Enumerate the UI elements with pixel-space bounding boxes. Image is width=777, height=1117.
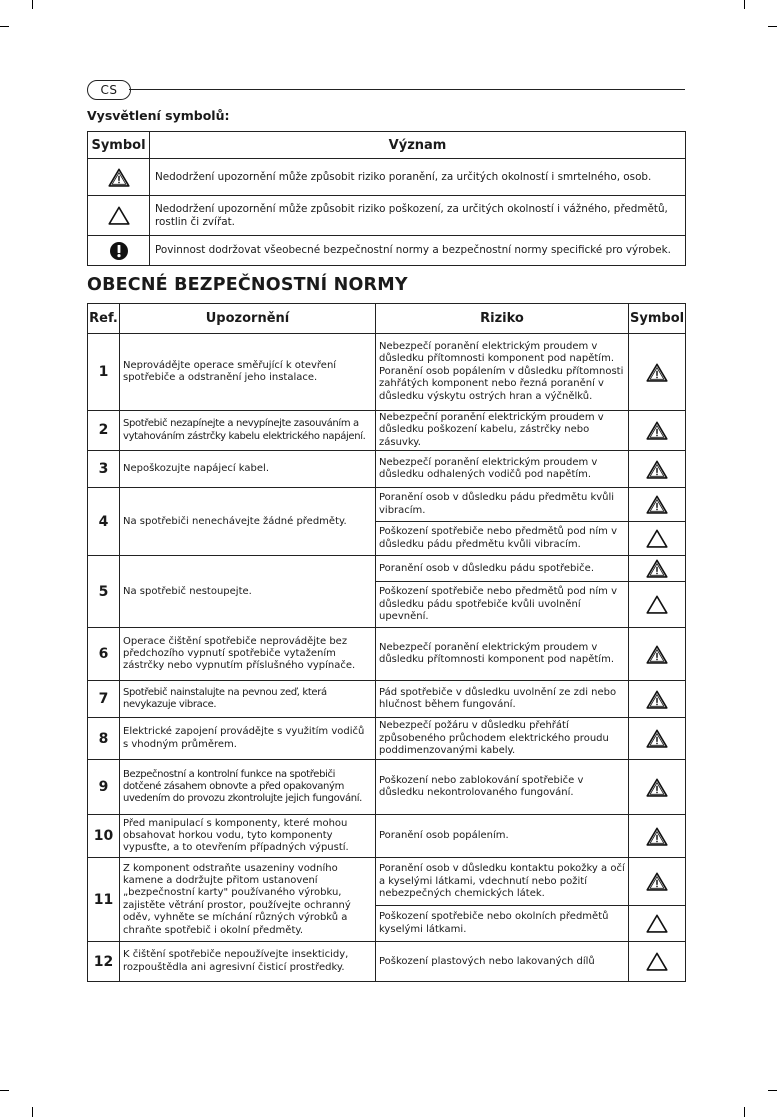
table-row (88, 451, 686, 488)
symbol-cell (629, 522, 686, 556)
risk-text: Poranění osob v důsledku pádu předmětu kvůli vibracím. (376, 488, 629, 522)
norms-header-row (88, 304, 686, 334)
warning-text: Na spotřebiči nenechávejte žádné předměty. (120, 488, 376, 556)
warning-exclamation-icon (88, 168, 149, 187)
safety-norms-table (87, 303, 686, 982)
crop-mark (32, 0, 33, 9)
risk-text: Nebezpečí poranění elektrickým proudem v důsledku přítomnosti komponent pod napětím. Poranění osob popálením v důsledku přítomnosti zahřátých komponent nebo řezná poranění v důsledku výskytu ostrých hran a výčnělků. (376, 334, 629, 411)
warning-exclamation-icon (629, 421, 685, 440)
legend-symbol-cell (88, 236, 150, 266)
warning-exclamation-icon (629, 827, 685, 846)
ref-number: 9 (88, 760, 120, 815)
warning-triangle-icon (629, 595, 685, 614)
legend-text: Nedodržení upozornění může způsobit riziko poškození, za určitých okolností i vážného, předmětů, rostlin či zvířat. (150, 196, 686, 236)
legend-header-meaning: Význam (150, 132, 686, 159)
crop-mark (768, 1090, 777, 1091)
warning-text: Elektrické zapojení provádějte s využitím vodičů s vhodným průměrem. (120, 718, 376, 760)
warning-exclamation-icon (629, 460, 685, 479)
risk-text: Poškození spotřebiče nebo předmětů pod ním v důsledku pádu předmětu kvůli vibracím. (376, 522, 629, 556)
symbol-cell (629, 858, 686, 906)
risk-text: Pád spotřebiče v důsledku uvolnění ze zdi nebo hlučnost během fungování. (376, 681, 629, 718)
crop-mark (744, 0, 745, 9)
risk-text: Poškození spotřebiče nebo okolních předmětů kyselými látkami. (376, 906, 629, 942)
legend-title: Vysvětlení symbolů: (87, 108, 230, 123)
symbol-cell (629, 681, 686, 718)
warning-text: Nepoškozujte napájecí kabel. (120, 451, 376, 488)
warning-exclamation-icon (629, 872, 685, 891)
header-risk: Riziko (376, 304, 629, 334)
legend-header-row (88, 132, 686, 159)
legend-header-symbol: Symbol (88, 132, 150, 159)
ref-number: 11 (88, 858, 120, 942)
legend-row (88, 236, 686, 266)
symbol-cell (629, 451, 686, 488)
header-ref: Ref. (88, 304, 120, 334)
header-symbol: Symbol (629, 304, 686, 334)
ref-number: 12 (88, 942, 120, 982)
table-row (88, 556, 686, 582)
ref-number: 3 (88, 451, 120, 488)
ref-number: 6 (88, 628, 120, 681)
header-rule (129, 89, 685, 90)
warning-exclamation-icon (629, 690, 685, 709)
warning-text: Bezpečnostní a kontrolní funkce na spotřebiči dotčené zásahem obnovte a před opakovaným uvedením do provozu zkontrolujte jejich fungování. (120, 760, 376, 815)
risk-text: Poškození plastových nebo lakovaných dílů (376, 942, 629, 982)
crop-mark (0, 1090, 9, 1091)
warning-text: Před manipulací s komponenty, které mohou obsahovat horkou vodu, tyto komponenty vypusťte, a to otevřením případných výpustí. (120, 815, 376, 858)
warning-text: Spotřebič nainstalujte na pevnou zeď, která nevykazuje vibrace. (120, 681, 376, 718)
warning-text: Operace čištění spotřebiče neprovádějte bez předchozího vypnutí spotřebiče vytažením zástrčky nebo vypnutím příslušného vypínače. (120, 628, 376, 681)
table-row (88, 488, 686, 522)
table-row (88, 942, 686, 982)
warning-exclamation-icon (629, 559, 685, 578)
risk-text: Poranění osob popálením. (376, 815, 629, 858)
ref-number: 4 (88, 488, 120, 556)
symbol-cell (629, 334, 686, 411)
symbol-cell (629, 582, 686, 628)
table-row (88, 628, 686, 681)
warning-exclamation-icon (629, 778, 685, 797)
symbol-cell (629, 942, 686, 982)
crop-mark (768, 26, 777, 27)
header-warning: Upozornění (120, 304, 376, 334)
warning-text: Neprovádějte operace směřující k otevření spotřebiče a odstranění jeho instalace. (120, 334, 376, 411)
risk-text: Nebezpečí požáru v důsledku přehřátí způsobeného průchodem elektrického proudu poddimenzovanými kabely. (376, 718, 629, 760)
risk-text: Poškození nebo zablokování spotřebiče v důsledku nekontrolovaného fungování. (376, 760, 629, 815)
warning-text: K čištění spotřebiče nepoužívejte insekticidy, rozpouštědla ani agresivní čisticí prostředky. (120, 942, 376, 982)
ref-number: 2 (88, 411, 120, 451)
table-row (88, 858, 686, 906)
language-badge: CS (87, 80, 131, 100)
warning-text: Z komponent odstraňte usazeniny vodního kamene a dodržujte přitom ustanovení „bezpečnostní karty" používaného výrobku, zajistěte větrání prostor, používejte ochranný oděv, vyhněte se míchání různých výrobků a chraňte spotřebič i okolní předměty. (120, 858, 376, 942)
risk-text: Poranění osob v důsledku pádu spotřebiče. (376, 556, 629, 582)
risk-text: Poškození spotřebiče nebo předmětů pod ním v důsledku pádu spotřebiče kvůli uvolnění upevnění. (376, 582, 629, 628)
warning-text: Na spotřebič nestoupejte. (120, 556, 376, 628)
symbol-cell (629, 815, 686, 858)
warning-exclamation-icon (629, 495, 685, 514)
legend-row (88, 159, 686, 196)
symbol-legend-table (87, 131, 686, 266)
warning-exclamation-icon (629, 645, 685, 664)
ref-number: 10 (88, 815, 120, 858)
table-row (88, 411, 686, 451)
legend-row (88, 196, 686, 236)
warning-triangle-icon (629, 529, 685, 548)
warning-exclamation-icon (629, 363, 685, 382)
symbol-cell (629, 488, 686, 522)
table-row (88, 681, 686, 718)
symbol-cell (629, 906, 686, 942)
section-title: OBECNÉ BEZPEČNOSTNÍ NORMY (87, 275, 408, 295)
table-row (88, 334, 686, 411)
risk-text: Poranění osob v důsledku kontaktu pokožky a očí a kyselými látkami, vdechnutí nebo požití nebezpečných chemických látek. (376, 858, 629, 906)
risk-text: Nebezpečí poranění elektrickým proudem v důsledku přítomnosti komponent pod napětím. (376, 628, 629, 681)
symbol-cell (629, 760, 686, 815)
risk-text: Nebezpečí poranění elektrickým proudem v důsledku odhalených vodičů pod napětím. (376, 451, 629, 488)
symbol-cell (629, 411, 686, 451)
warning-exclamation-icon (629, 729, 685, 748)
mandatory-action-icon (88, 241, 149, 261)
ref-number: 5 (88, 556, 120, 628)
symbol-cell (629, 556, 686, 582)
warning-triangle-icon (88, 206, 149, 225)
warning-text: Spotřebič nezapínejte a nevypínejte zasouváním a vytahováním zástrčky kabelu elektrického napájení. (120, 411, 376, 451)
table-row (88, 718, 686, 760)
table-row (88, 815, 686, 858)
legend-text: Povinnost dodržovat všeobecné bezpečnostní normy a bezpečnostní normy specifické pro výrobek. (150, 236, 686, 266)
legend-text: Nedodržení upozornění může způsobit riziko poranění, za určitých okolností i smrtelného, osob. (150, 159, 686, 196)
symbol-cell (629, 628, 686, 681)
crop-mark (744, 1107, 745, 1117)
symbol-cell (629, 718, 686, 760)
ref-number: 7 (88, 681, 120, 718)
crop-mark (0, 26, 9, 27)
table-row (88, 760, 686, 815)
risk-text: Nebezpeční poranění elektrickým proudem v důsledku poškození kabelu, zástrčky nebo zásuvky. (376, 411, 629, 451)
ref-number: 1 (88, 334, 120, 411)
crop-mark (32, 1107, 33, 1117)
warning-triangle-icon (629, 952, 685, 971)
warning-triangle-icon (629, 914, 685, 933)
ref-number: 8 (88, 718, 120, 760)
legend-symbol-cell (88, 196, 150, 236)
legend-symbol-cell (88, 159, 150, 196)
